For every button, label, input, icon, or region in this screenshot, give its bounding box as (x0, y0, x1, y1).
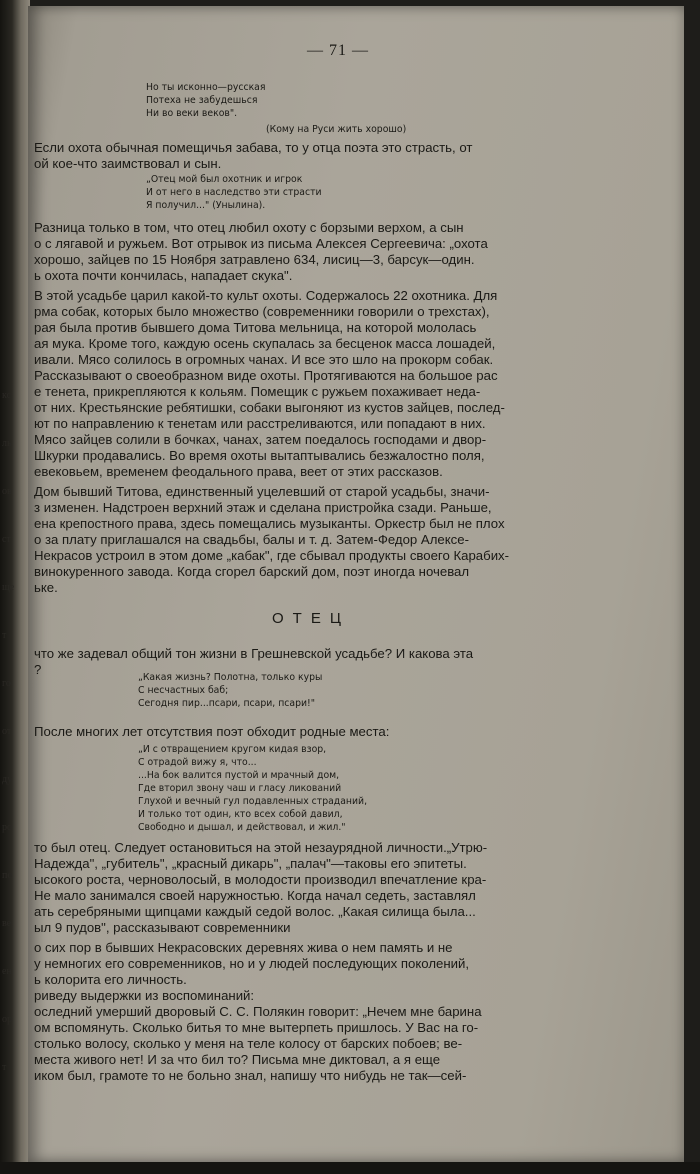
text-line: ивали. Мясо солилось в огромных чанах. И все это шло на прокорм собак. (34, 352, 494, 367)
spine-fragment: от (2, 726, 12, 737)
table-edge (0, 1162, 700, 1174)
spine-fragment: ро (2, 822, 12, 833)
text-line: рая была против бывшего дома Титова мельница, на которой мололась (34, 320, 477, 335)
book-page (28, 6, 684, 1162)
section-heading: ОТЕЦ (272, 610, 350, 627)
text-line: ыл 9 пудов", рассказывают современники (34, 920, 291, 935)
verse-line: И от него в наследство эти страсти (146, 187, 322, 198)
spine-fragment: ен (2, 966, 12, 977)
text-line: о сих пор в бывших Некрасовских деревнях жива о нем память и не (34, 940, 453, 955)
verse-line: Глухой и вечный гул подавленных страданий, (138, 796, 368, 807)
verse-line: Но ты исконно—русская (146, 82, 266, 93)
text-line: ? (34, 662, 42, 677)
text-line: о с лягавой и ружьем. Вот отрывок из письма Алексея Сергеевича: „охота (34, 236, 488, 251)
text-line: Мясо зайцев солили в бочках, чанах, затем поедалось господами и двор- (34, 432, 487, 447)
spine-fragment: ль (2, 438, 12, 449)
text-line: ьке. (34, 580, 58, 595)
verse-line: Где вторил звону чаш и гласу ликований (138, 783, 342, 794)
spine-fragment: ор (2, 1014, 12, 1025)
spine-fragment: по (2, 870, 13, 881)
text-line: Если охота обычная помещичья забава, то у отца поэта это страсть, от (34, 140, 473, 155)
verse-line: (Кому на Руси жить хорошо) (266, 124, 407, 135)
spine-fragment: го (2, 678, 11, 689)
text-line: Разница только в том, что отец любил охоту с борзыми верхом, а сын (34, 220, 464, 235)
text-line: ысокого роста, черноволосый, в молодости производил впечатление кра- (34, 872, 487, 887)
verse-line: „Отец мой был охотник и игрок (146, 174, 303, 185)
text-line: что же задевал общий тон жизни в Грешневской усадьбе? И какова эта (34, 646, 474, 661)
verse-line: Ни во веки веков". (146, 108, 238, 119)
verse-line: Сегодня пир...псари, псари, псари!" (138, 698, 316, 709)
spine-fragment: ов (2, 486, 12, 497)
book-spine (0, 0, 30, 1174)
text-line: евековьем, временем феодального права, веет от этих рассказов. (34, 464, 443, 479)
text-line: Надежда", „губитель", „красный дикарь", „палач"—таковы его эпитеты. (34, 856, 467, 871)
spine-fragment: ще (2, 582, 15, 593)
text-line: Рассказывают о своеобразном виде охоты. Протягиваются на большое рас (34, 368, 498, 383)
text-line: Некрасов устроил в этом доме „кабак", где сбывал продукты своего Карабих- (34, 548, 510, 563)
text-line: столько волосу, сколько у меня на теле колосу от барских побоев; ве- (34, 1036, 463, 1051)
text-line: Шкурки продавались. Во время охоты вытаптывались безжалостно поля, (34, 448, 485, 463)
text-line: ая мука. Кроме того, каждую осень скупалась за бесценок масса лошадей, (34, 336, 496, 351)
spine-fragment: ду (2, 774, 13, 785)
verse-line: С отрадой вижу я, что... (138, 757, 257, 768)
verse-line: С несчастных баб; (138, 685, 229, 696)
text-line: ом вспомянуть. Сколько битья то мне вытерпеть пришлось. У Вас на го- (34, 1020, 479, 1035)
text-line: ена крепостного права, здесь помещались музыканты. Оркестр был не плох (34, 516, 505, 531)
verse-line: И только тот один, кто всех собой давил, (138, 809, 343, 820)
text-line: винокуренного завода. Когда сгорел барский дом, поэт иногда ночевал (34, 564, 470, 579)
spine-fragment: т (2, 630, 7, 641)
spine-fragment: т (2, 1062, 7, 1073)
text-line: иком был, грамоте то не больно знал, напишу что нибудь не так—сей- (34, 1068, 467, 1083)
text-line: Дом бывший Титова, единственный уцелевший от старой усадьбы, значи- (34, 484, 490, 499)
text-line: ют по направлению к тенетам или расстреливаются, или попадают в них. (34, 416, 486, 431)
text-line: Не мало занимался своей наружностью. Когда начал седеть, заставлял (34, 888, 476, 903)
text-line: ь колорита его личность. (34, 972, 187, 987)
text-line: ь охота почти кончилась, нападает скука". (34, 268, 293, 283)
text-line: После многих лет отсутствия поэт обходит родные места: (34, 724, 390, 739)
page-number: — 71 — (307, 42, 369, 59)
text-line: оследний умерший дворовый С. С. Полякин говорит: „Нечем мне барина (34, 1004, 482, 1019)
text-line: В этой усадьбе царил какой-то культ охоты. Содержалось 22 охотника. Для (34, 288, 498, 303)
text-line: о за плату приглашался на свадьбы, балы и т. д. Затем-Федор Алексе- (34, 532, 469, 547)
verse-line: Я получил..." (Унылина). (146, 200, 266, 211)
text-line: у немногих его современников, но и у людей последующих поколений, (34, 956, 470, 971)
text-line: ать серебряными щипцами каждый седой волос. „Какая силища была... (34, 904, 476, 919)
text-line: з изменен. Надстроен верхний этаж и сделана пристройка сзади. Раньше, (34, 500, 492, 515)
verse-line: „И с отвращением кругом кидая взор, (138, 744, 327, 755)
spine-fragment: ве (2, 918, 12, 929)
text-line: то был отец. Следует остановиться на этой незаурядной личности.„Утрю- (34, 840, 488, 855)
spine-fragment: ст (2, 534, 11, 545)
verse-line: ...На бок валится пустой и мрачный дом, (138, 770, 340, 781)
text-line: места живого нет! И за что бил то? Письма мне диктовал, а я еще (34, 1052, 441, 1067)
verse-line: Потеха не забудешься (146, 95, 258, 106)
verse-line: Свободно и дышал, и действовал, и жил." (138, 822, 346, 833)
spine-fragment: кс (2, 390, 12, 401)
text-line: рма собак, которых было множество (современники говорили о трехстах), (34, 304, 490, 319)
text-line: е тенета, прикрепляются к кольям. Помещик с ружьем похаживает неда- (34, 384, 481, 399)
text-line: ой кое-что заимствовал и сын. (34, 156, 222, 171)
verse-line: „Какая жизнь? Полотна, только куры (138, 672, 323, 683)
spine-text-fragments (0, 0, 30, 1174)
text-line: хорошо, зайцев по 15 Ноября затравлено 634, лисиц—3, барсук—один. (34, 252, 475, 267)
text-line: риведу выдержки из воспоминаний: (34, 988, 255, 1003)
text-line: от них. Крестьянские ребятишки, собаки выгоняют из кустов зайцев, послед- (34, 400, 505, 415)
